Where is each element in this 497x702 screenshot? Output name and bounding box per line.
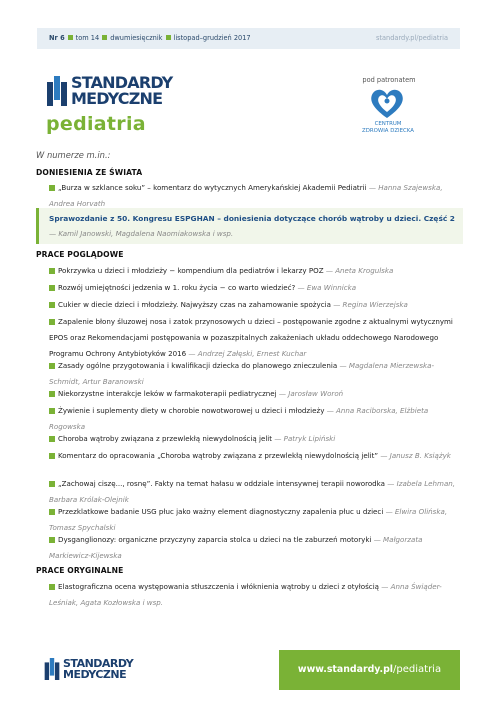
logo-s-icon [44,658,60,680]
footer-logo-line2: MEDYCZNE [63,668,127,681]
square-bullet-icon [49,584,55,590]
list-item[interactable] [49,579,465,611]
section-heading-original: PRACE ORYGINALNE [36,566,124,575]
article-authors: — Magdalena Mierzewska-Schmidt, Artur Baranowski [49,361,435,386]
article-title: Przezklatkowe badanie USG płuc jako ważny element diagnostyczny zapalenia płuc u dzieci [58,507,384,516]
patronage-org [355,121,421,135]
footer-url-banner[interactable] [279,650,460,690]
square-bullet-icon [49,363,55,369]
patronage-label: pod patronatem [362,76,416,84]
square-bullet-icon [49,408,55,414]
square-bullet-icon [49,481,55,487]
list-item[interactable] [49,431,465,447]
article-title: Choroba wątroby związana z przewlekłą niewydolnością jelit [58,434,273,443]
square-bullet-icon [49,285,55,291]
list-item[interactable] [49,314,465,362]
issue-volume: tom 14 [75,34,100,42]
footer-logo-wordmark [63,658,133,680]
logo-line2: MEDYCZNE [71,89,163,108]
square-bullet-icon [49,268,55,274]
article-authors: — Anna Raciborska, Elżbieta Rogowska [49,406,429,431]
patronage-org-line2: ZDROWIA DZIECKA [362,128,414,134]
patronage-org-line1: CENTRUM [374,121,402,127]
issue-bar [37,28,460,49]
list-item[interactable] [49,297,465,313]
article-title: Dysganglionozy: organiczne przyczyny zaparcia stolca u dzieci na tle zaburzeń motoryki [58,535,372,544]
intro-text: W numerze m.in.: [36,150,111,160]
article-authors: — Elwira Olińska, Tomasz Spychalski [49,507,448,532]
article-authors: — Anna Świąder-Leśniak, Agata Kozłowska i wsp. [49,582,442,607]
square-bullet-icon [102,35,107,40]
square-bullet-icon [49,537,55,543]
featured-article[interactable] [36,208,463,244]
article-authors: — Jarosław Woroń [278,389,344,398]
issue-info [49,28,251,49]
list-item[interactable] [49,386,465,402]
article-title: „Burza w szklance soku” – komentarz do wytycznych Amerykańskiej Akademii Pediatrii [58,183,367,192]
article-authors: — Ewa Winnicka [297,283,357,292]
square-bullet-icon [49,319,55,325]
article-title: Elastograficzna ocena występowania stłuszczenia i włóknienia wątroby u dzieci z otyłością [58,582,380,591]
section-heading-reviews: PRACE POGLĄDOWE [36,250,124,259]
issue-date: listopad–grudzień 2017 [173,34,251,42]
article-title: Rozwój umiejętności jedzenia w 1. roku życia − co warto wiedzieć? [58,283,296,292]
footer-url-suffix: /pediatria [393,664,442,675]
article-title: Niekorzystne interakcje leków w farmakoterapii pediatrycznej [58,389,277,398]
footer-url[interactable] [279,650,460,690]
logo-wordmark [71,75,172,107]
product-title: pediatria [46,113,146,135]
footer-url-main: www.standardy.pl [297,664,394,675]
square-bullet-icon [68,35,73,40]
article-authors: — Aneta Krogulska [325,266,394,275]
article-authors: — Małgorzata Markiewicz-Kijewska [49,535,423,560]
site-link[interactable]: standardy.pl/pediatria [375,34,448,42]
article-title: Cukier w diecie dzieci i młodzieży. Najwyższy czas na zahamowanie spożycia [58,300,331,309]
heart-icon [367,87,407,120]
square-bullet-icon [49,453,55,459]
square-bullet-icon [166,35,171,40]
issue-frequency: dwumiesięcznik [110,34,163,42]
square-bullet-icon [49,302,55,308]
section-heading-news: DONIESIENIA ZE ŚWIATA [36,168,143,177]
article-authors: — Regina Wierzejska [333,300,408,309]
list-item[interactable] [49,448,465,464]
article-title: Żywienie i suplementy diety w chorobie nowotworowej u dzieci i młodzieży [58,406,325,415]
article-authors: — Izabela Lehman, Barbara Królak-Olejnik [49,479,456,504]
logo-s-icon [47,76,67,106]
article-title: Komentarz do opracowania „Choroba wątroby związana z przewlekłą niewydolnością jelit” [58,451,379,460]
square-bullet-icon [49,185,55,191]
article-title: Zasady ogólne przygotowania i kwalifikacji dziecka do planowego znieczulenia [58,361,338,370]
square-bullet-icon [49,436,55,442]
article-title: Zapalenie błony śluzowej nosa i zatok przynosowych u dzieci – postępowanie zgodne z aktualnymi wytycznymi EPOS oraz Rekomendacjami postępowania w pozaszpitalnych zakażeniach układu oddechowego Narodowego Programu Ochrony Antybiotyków 2016 [49,317,453,358]
article-authors: — Hanna Szajewska, Andrea Horvath [49,183,443,208]
article-authors: — Patryk Lipiński [274,434,336,443]
featured-title: Sprawozdanie z 50. Kongresu ESPGHAN – doniesienia dotyczące chorób wątroby u dzieci. Część 2 [49,214,455,223]
square-bullet-icon [49,509,55,515]
list-item[interactable] [49,532,465,564]
article-authors: — Janusz B. Książyk [380,451,451,460]
article-title: Pokrzywka u dzieci i młodzieży − kompendium dla pediatrów i lekarzy POZ [58,266,324,275]
list-item[interactable] [49,263,465,279]
issue-number: Nr 6 [49,34,65,42]
article-authors: — Andrzej Załęski, Ernest Kuchar [188,349,307,358]
logo-line1: STANDARDY [71,73,173,92]
footer-logo-line1: STANDARDY [63,657,134,670]
list-item[interactable] [49,280,465,296]
featured-authors: — Kamil Janowski, Magdalena Naomiakowska i wsp. [49,229,234,238]
square-bullet-icon [49,391,55,397]
article-title: „Zachowaj ciszę..., rosnę”. Fakty na temat hałasu w oddziale intensywnej terapii noworodka [58,479,386,488]
